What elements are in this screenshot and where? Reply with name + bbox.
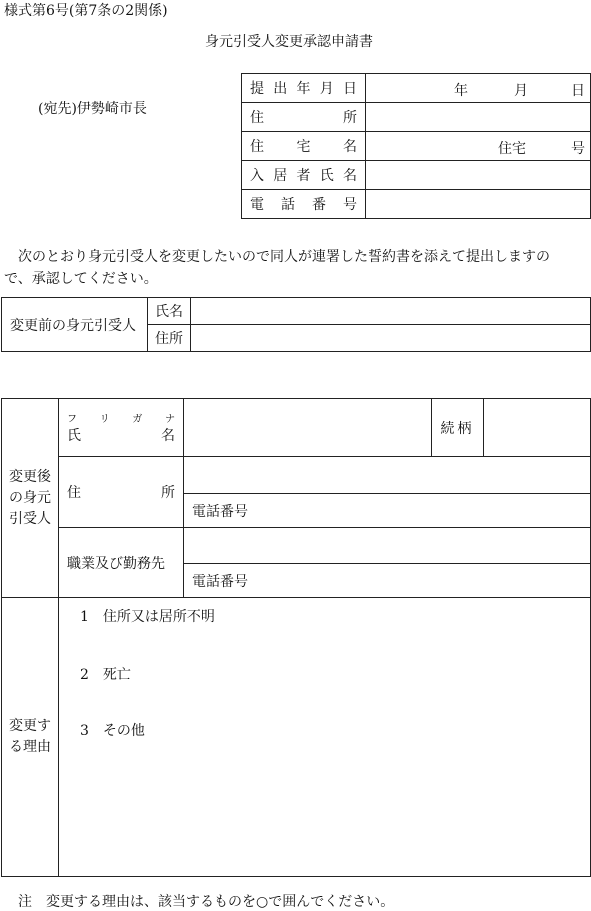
month-label: 月 <box>514 83 528 99</box>
furigana-label <box>67 410 175 425</box>
new-guarantor-label-line1: 変更後 <box>9 468 51 485</box>
reason-label-line1: 変更す <box>9 718 51 734</box>
row-housing-name <box>242 132 591 161</box>
occupation-phone-label: 電話番号 <box>184 564 591 598</box>
applicant-row-label-3-char: 名 <box>343 168 357 184</box>
applicant-row-label-0-char: 年 <box>296 81 311 97</box>
form-title: 身元引受人変更承認申請書 <box>205 34 373 50</box>
applicant-row-label-2 <box>242 136 365 156</box>
applicant-row-label-0-char: 提 <box>250 81 264 97</box>
housing-unit-label: 住宅 <box>498 141 526 157</box>
applicant-row-label-2-char: 宅 <box>296 139 311 155</box>
applicant-row-label-3-char: 者 <box>296 168 311 184</box>
applicant-row-label-0 <box>242 78 365 98</box>
applicant-row-label-0-char: 月 <box>319 81 334 97</box>
furigana-label-char: ナ <box>164 414 175 425</box>
new-address-label <box>59 457 184 528</box>
furigana-label-char: リ <box>99 414 110 425</box>
previous-address-field[interactable] <box>191 325 591 352</box>
previous-guarantor-label: 変更前の身元引受人 <box>2 298 148 352</box>
footnote: 注 変更する理由は、該当するものを○で囲んでください。 <box>18 894 395 910</box>
new-guarantor-label <box>2 399 59 598</box>
housing-name-label <box>242 132 366 161</box>
reason-option-2-number: 2 <box>80 667 89 683</box>
applicant-row-label-4-char: 話 <box>281 197 295 213</box>
applicant-row-label-3 <box>242 165 365 185</box>
relationship-label: 続柄 <box>432 399 484 457</box>
reason-label-line2: る理由 <box>9 739 51 755</box>
new-address-label-text-char: 住 <box>67 485 81 501</box>
applicant-row-label-4-char: 電 <box>250 197 264 213</box>
resident-name-field[interactable] <box>366 161 591 190</box>
reason-options-cell <box>59 598 591 877</box>
applicant-row-label-1-char: 所 <box>343 110 357 126</box>
row-submission-date <box>242 74 591 103</box>
submission-date-label <box>242 74 366 103</box>
new-guarantor-label-line3: 引受人 <box>9 510 51 527</box>
new-guarantor-label-line2: の身元 <box>9 489 51 506</box>
previous-name-label: 氏名 <box>148 298 191 325</box>
row-phone <box>242 190 591 219</box>
applicant-row-label-4 <box>242 194 365 214</box>
reason-label <box>2 598 59 877</box>
previous-name-field[interactable] <box>191 298 591 325</box>
applicant-row-label-0-char: 日 <box>343 81 357 97</box>
occupation-field[interactable] <box>184 528 591 564</box>
new-address-label-text <box>59 482 183 502</box>
reason-option-3[interactable] <box>80 720 145 740</box>
reason-option-2-text: 死亡 <box>102 667 131 683</box>
resident-name-label <box>242 161 366 190</box>
previous-address-label: 住所 <box>148 325 191 352</box>
phone-field[interactable] <box>366 190 591 219</box>
applicant-table <box>241 73 591 219</box>
new-name-label-char: 氏 <box>67 428 81 444</box>
applicant-row-label-4-char: 番 <box>312 197 326 213</box>
addressee: (宛先)伊勢崎市長 <box>38 101 147 117</box>
furigana-label-char: ガ <box>132 414 143 425</box>
applicant-row-label-2-char: 住 <box>250 139 264 155</box>
row-address <box>242 103 591 132</box>
furigana-label-char: フ <box>67 414 77 425</box>
reason-option-1-number: 1 <box>80 609 89 625</box>
new-name-label-char: 名 <box>161 428 175 444</box>
new-address-label-text-char: 所 <box>161 485 175 501</box>
applicant-row-label-1-char: 住 <box>250 110 264 126</box>
new-address-field[interactable] <box>184 457 591 494</box>
form-number: 様式第6号(第7条の2関係) <box>4 3 168 19</box>
submission-date-field[interactable] <box>366 74 591 103</box>
address-label <box>242 103 366 132</box>
applicant-row-label-3-char: 氏 <box>319 168 334 184</box>
applicant-row-label-1 <box>242 107 365 127</box>
reason-option-1-text: 住所又は居所不明 <box>102 609 215 625</box>
applicant-row-label-2-char: 名 <box>343 139 357 155</box>
reason-option-1[interactable] <box>80 606 215 626</box>
applicant-row-label-3-char: 入 <box>250 168 264 184</box>
row-resident-name <box>242 161 591 190</box>
applicant-row-label-4-char: 号 <box>343 197 357 213</box>
address-field[interactable] <box>366 103 591 132</box>
housing-number-label: 号 <box>571 141 585 157</box>
day-label: 日 <box>571 83 585 99</box>
reason-option-2[interactable] <box>80 664 131 684</box>
new-guarantor-table <box>1 398 591 877</box>
new-name-field[interactable] <box>184 399 432 457</box>
intro-text-line2: で、承認してください。 <box>4 271 158 287</box>
reason-option-3-text: その他 <box>102 723 145 739</box>
previous-guarantor-table <box>1 297 591 352</box>
new-phone-label: 電話番号 <box>184 494 591 528</box>
housing-name-field[interactable] <box>366 132 591 161</box>
new-name-label <box>67 425 175 445</box>
applicant-row-label-0-char: 出 <box>273 81 288 97</box>
intro-text-line1: 次のとおり身元引受人を変更したいので同人が連署した誓約書を添えて提出しますの <box>18 249 550 265</box>
occupation-label: 職業及び勤務先 <box>59 528 184 598</box>
year-label: 年 <box>454 83 468 99</box>
phone-label <box>242 190 366 219</box>
applicant-row-label-3-char: 居 <box>273 168 288 184</box>
furigana-name-label <box>59 399 184 457</box>
reason-option-3-number: 3 <box>80 723 89 739</box>
relationship-field[interactable] <box>484 399 591 457</box>
